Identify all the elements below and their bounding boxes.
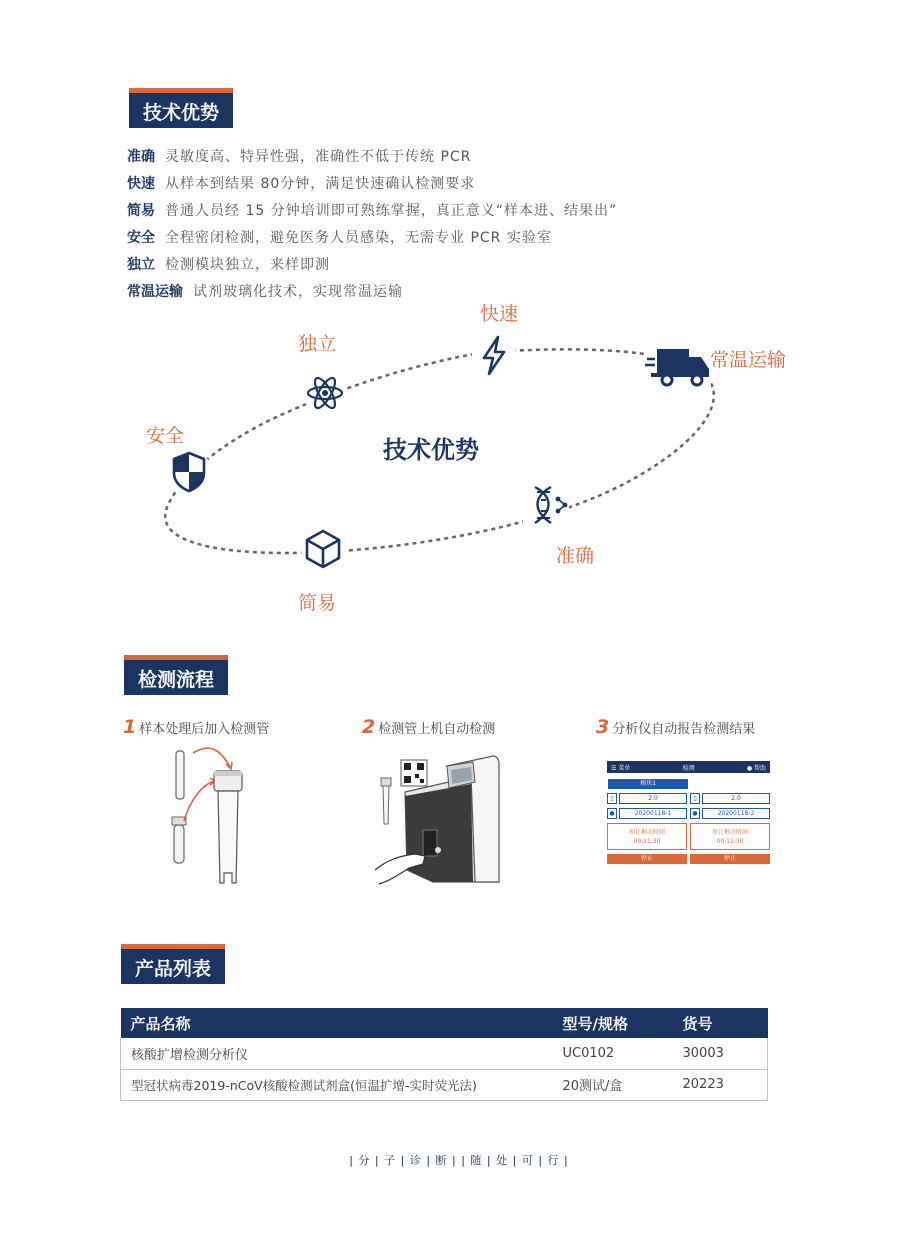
right-remaining — [690, 823, 770, 850]
feature-key: 常温运输 — [127, 284, 183, 300]
feature-row — [127, 254, 617, 281]
cell-model: UC0102 — [553, 1038, 673, 1069]
tube-icon: ▯ — [690, 793, 700, 804]
feature-key: 安全 — [127, 230, 155, 246]
remaining-label: 预计剩余时间 — [628, 829, 665, 836]
user-icon: ● — [690, 808, 700, 819]
section-title-process: 检测流程 — [124, 655, 228, 695]
feature-row — [127, 146, 617, 173]
left-id: 20200118-1 — [619, 808, 687, 819]
left-stop-button[interactable]: 停止 — [607, 854, 687, 864]
feature-key: 独立 — [127, 257, 155, 273]
node-label-simple: 简易 — [298, 592, 337, 614]
remaining-label: 预计剩余时间 — [711, 829, 748, 836]
feature-row — [127, 173, 617, 200]
step-text: 检测管上机自动检测 — [378, 722, 496, 737]
module-tab: 模块1 — [608, 779, 688, 789]
step-3-title — [596, 716, 755, 738]
cell-product-name: 核酸扩增检测分析仪 — [121, 1038, 553, 1069]
step-2-title — [362, 716, 495, 738]
right-id: 20200118-2 — [702, 808, 770, 819]
feature-key: 简易 — [127, 203, 155, 219]
cell-code: 30003 — [673, 1038, 768, 1069]
screen-title: 检测 — [682, 764, 695, 772]
analyzer-screen — [607, 761, 770, 865]
atom-icon — [303, 371, 347, 415]
shield-icon — [167, 449, 211, 493]
feature-row — [127, 200, 617, 227]
left-time: 00:11:30 — [633, 838, 661, 845]
table-row — [121, 1038, 768, 1069]
right-stop-button[interactable]: 停止 — [690, 854, 770, 864]
feature-text: 普通人员经 15 分钟培训即可熟练掌握，真正意义“样本进、结果出” — [165, 203, 618, 219]
feature-text: 从样本到结果 80分钟，满足快速确认检测要求 — [165, 176, 476, 192]
feature-text: 全程密闭检测，避免医务人员感染，无需专业 PCR 实验室 — [165, 230, 552, 246]
feature-key: 快速 — [127, 176, 155, 192]
screen-title-bar — [607, 761, 770, 773]
col-header-code: 货号 — [673, 1008, 768, 1038]
footer-slogan: | 分 | 子 | 诊 | 断 | | 随 | 处 | 可 | 行 | — [349, 1154, 569, 1167]
tube-icon: ▯ — [607, 793, 617, 804]
dna-icon — [523, 483, 569, 527]
feature-text: 检测模块独立，来样即测 — [165, 257, 330, 273]
screen-help: ● 帮助 — [746, 764, 766, 772]
product-table — [120, 1008, 768, 1101]
node-label-independent: 独立 — [298, 333, 337, 355]
node-label-transport: 常温运输 — [710, 349, 787, 371]
lightning-icon — [472, 333, 516, 377]
col-header-model: 型号/规格 — [553, 1008, 673, 1038]
section-title-products: 产品列表 — [121, 944, 225, 984]
feature-text: 试剂玻璃化技术，实现常温运输 — [193, 284, 403, 300]
node-label-fast: 快速 — [480, 303, 519, 325]
advantages-diagram — [120, 295, 810, 625]
right-time: 00:11:30 — [716, 838, 744, 845]
sample-tube-illustration — [160, 745, 260, 890]
left-remaining — [607, 823, 687, 850]
feature-key: 准确 — [127, 149, 155, 165]
feature-text: 灵敏度高、特异性强，准确性不低于传统 PCR — [165, 149, 472, 165]
section-title-advantages: 技术优势 — [129, 88, 233, 128]
node-label-safe: 安全 — [146, 425, 185, 447]
step-number: 3 — [596, 716, 610, 738]
screen-menu: ☰ 菜单 — [611, 764, 631, 772]
analyzer-illustration — [375, 752, 505, 887]
col-header-name: 产品名称 — [121, 1008, 553, 1038]
step-1-title — [123, 716, 269, 738]
feature-row — [127, 227, 617, 254]
truck-icon — [645, 343, 711, 387]
table-row — [121, 1069, 768, 1100]
cell-code: 20223 — [673, 1069, 768, 1100]
cell-model: 20测试/盒 — [553, 1069, 673, 1100]
left-value: 2.0 — [619, 793, 687, 804]
step-text: 分析仪自动报告检测结果 — [612, 722, 756, 737]
cell-product-name: 型冠状病毒2019-nCoV核酸检测试剂盒(恒温扩增-实时荧光法) — [121, 1069, 553, 1100]
step-number: 1 — [123, 716, 137, 738]
user-icon: ● — [607, 808, 617, 819]
step-number: 2 — [362, 716, 376, 738]
node-label-accurate: 准确 — [556, 545, 595, 567]
cube-icon — [301, 527, 345, 571]
table-header-row — [121, 1008, 768, 1038]
step-text: 样本处理后加入检测管 — [139, 722, 270, 737]
feature-list — [127, 146, 617, 308]
right-value: 2.0 — [702, 793, 770, 804]
diagram-center-title: 技术优势 — [383, 436, 479, 464]
